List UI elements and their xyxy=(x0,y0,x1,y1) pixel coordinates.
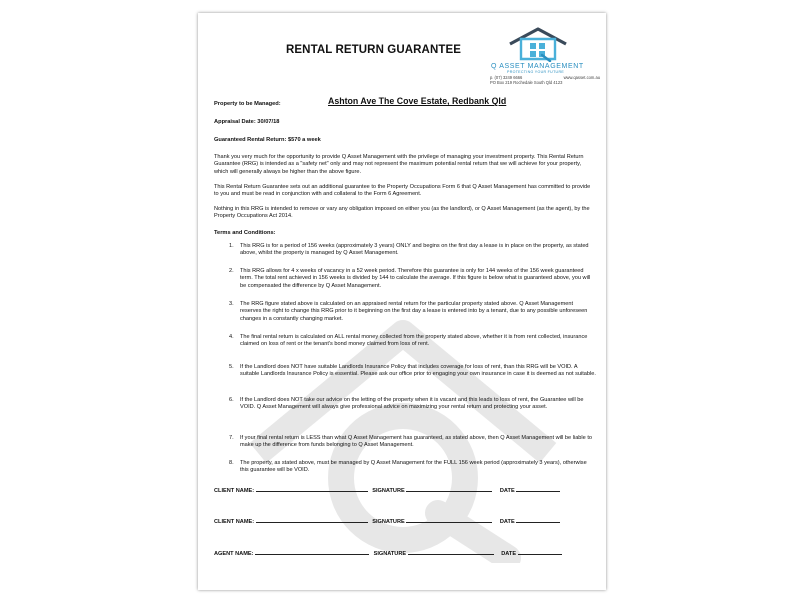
client-name-label: CLIENT NAME: xyxy=(214,488,255,494)
term-number: 4. xyxy=(229,334,234,340)
signature-label: SIGNATURE xyxy=(373,551,407,557)
date-label: DATE xyxy=(499,519,515,525)
property-label: Property to be Managed: xyxy=(214,101,281,107)
signature-label: SIGNATURE xyxy=(372,519,405,525)
agent-signature-row xyxy=(214,549,562,557)
term-number: 7. xyxy=(229,435,234,441)
company-logo xyxy=(490,26,600,74)
company-phone: p. (07) 3249 6666 xyxy=(490,75,523,80)
term-text: The final rental return is calculated on ALL rental money collected from the property stated above, whether it is from rent collected, insurance claimed on loss of rent or the tenant's bond money claimed from loss of rent. xyxy=(240,334,588,348)
date-field[interactable] xyxy=(518,549,562,555)
agent-name-field[interactable] xyxy=(255,549,369,555)
term-text: The RRG figure stated above is calculated on an appraised rental return for the particular property stated above. Q Asset Management reserves the right to change this RRG prior to it beginning on the first day a lease is entered into by a tenant, due to any possible unforeseen changes in a constantly changing market. xyxy=(240,301,588,322)
term-number: 6. xyxy=(229,397,234,403)
term-number: 1. xyxy=(229,243,234,249)
company-address: PO Box 219 Rochedale South Qld 4123 xyxy=(490,80,563,86)
date-field[interactable] xyxy=(516,517,560,523)
guaranteed-return: Guaranteed Rental Return: $570 a week xyxy=(214,137,321,143)
document-title: RENTAL RETURN GUARANTEE xyxy=(286,44,462,56)
client-name-field[interactable] xyxy=(256,517,368,523)
term-number: 5. xyxy=(229,364,234,370)
date-label: DATE xyxy=(501,551,517,557)
company-tagline: PROTECTING YOUR FUTURE xyxy=(507,70,565,74)
term-item xyxy=(214,334,596,349)
term-item xyxy=(214,397,596,412)
term-number: 3. xyxy=(229,301,234,307)
term-text: If the Landlord does NOT have suitable Landlords Insurance Policy that includes coverage for loss of rent, than this RRG will be VOID. A suitable Landlords Insurance Policy is essential. Please ask our office prior to engaging your own insurance in case it is deemed as not suitable. xyxy=(240,364,596,378)
term-item xyxy=(214,301,596,323)
term-item xyxy=(214,243,596,258)
term-text: This RRG is for a period of 156 weeks (approximately 3 years) ONLY and begins on the first day a lease is in place on the property, as stated above, whilst the property is managed by Q Asset Management. xyxy=(240,243,589,257)
property-address: Ashton Ave The Cove Estate, Redbank Qld xyxy=(328,96,507,106)
company-web: www.qasset.com.au xyxy=(563,75,600,80)
term-text: The property, as stated above, must be managed by Q Asset Management for the FULL 156 week period (approximately 3 years), otherwise this guarantee will be VOID. xyxy=(240,460,587,474)
term-number: 2. xyxy=(229,268,234,274)
agent-name-label: AGENT NAME: xyxy=(214,551,254,557)
term-text: This RRG allows for 4 x weeks of vacancy in a 52 week period. Therefore this guarantee is only for 144 weeks of the 156 week guaranteed term. The total rent achieved in 156 weeks is divided by 144 to calculate the average. If this figure is below what is guaranteed above, you will be compensated the difference by Q Asset Management. xyxy=(240,268,591,289)
client-signature-row-1 xyxy=(214,486,560,494)
house-logo-icon xyxy=(506,26,570,62)
date-field[interactable] xyxy=(516,486,560,492)
term-text: If your final rental return is LESS than what Q Asset Management has guaranteed, as stated above, then Q Asset Management will be liable to make up the difference from funds belonging to Q Asset Management. xyxy=(240,435,592,449)
term-text: If the Landlord does NOT take our advice on the letting of the property when it is vacant and this leads to loss of rent, the Guarantee will be VOID. Q Asset Management will always give professional advice on maximizing your rental return and protecting your asset. xyxy=(240,397,584,411)
company-name: Q ASSET MANAGEMENT xyxy=(491,63,584,70)
appraisal-date: Appraisal Date: 30/07/18 xyxy=(214,119,280,125)
client-signature-row-2 xyxy=(214,517,560,525)
signature-field[interactable] xyxy=(406,517,492,523)
date-label: DATE xyxy=(499,488,515,494)
signature-label: SIGNATURE xyxy=(372,488,405,494)
signature-field[interactable] xyxy=(408,549,494,555)
term-item xyxy=(214,435,596,450)
obligation-paragraph: Nothing in this RRG is intended to remove or vary any obligation imposed on either you (as the landlord), or Q Asset Management (as the agent), by the Property Occupations Act 2014. xyxy=(214,206,590,220)
client-name-field[interactable] xyxy=(256,486,368,492)
term-item xyxy=(214,460,596,475)
term-item xyxy=(214,268,596,290)
client-name-label: CLIENT NAME: xyxy=(214,519,255,525)
form6-paragraph: This Rental Return Guarantee sets out an additional guarantee to the Property Occupations Form 6 that Q Asset Management has committed to provide to you and must be read in conjunction with and collateral to the Form 6 Agreement. xyxy=(214,184,591,198)
terms-heading: Terms and Conditions: xyxy=(214,230,276,236)
signature-field[interactable] xyxy=(406,486,492,492)
term-item xyxy=(214,364,596,379)
company-contact xyxy=(490,75,600,86)
intro-paragraph: Thank you very much for the opportunity to provide Q Asset Management with the privilege of managing your investment property. This Rental Return Guarantee (RRG) is intended as a "safety net" only and may not represent the maximum potential rental return that we will achieve for your property, which will generally always be higher than the above figure. xyxy=(214,154,584,175)
term-number: 8. xyxy=(229,460,234,466)
document-page xyxy=(198,13,606,590)
